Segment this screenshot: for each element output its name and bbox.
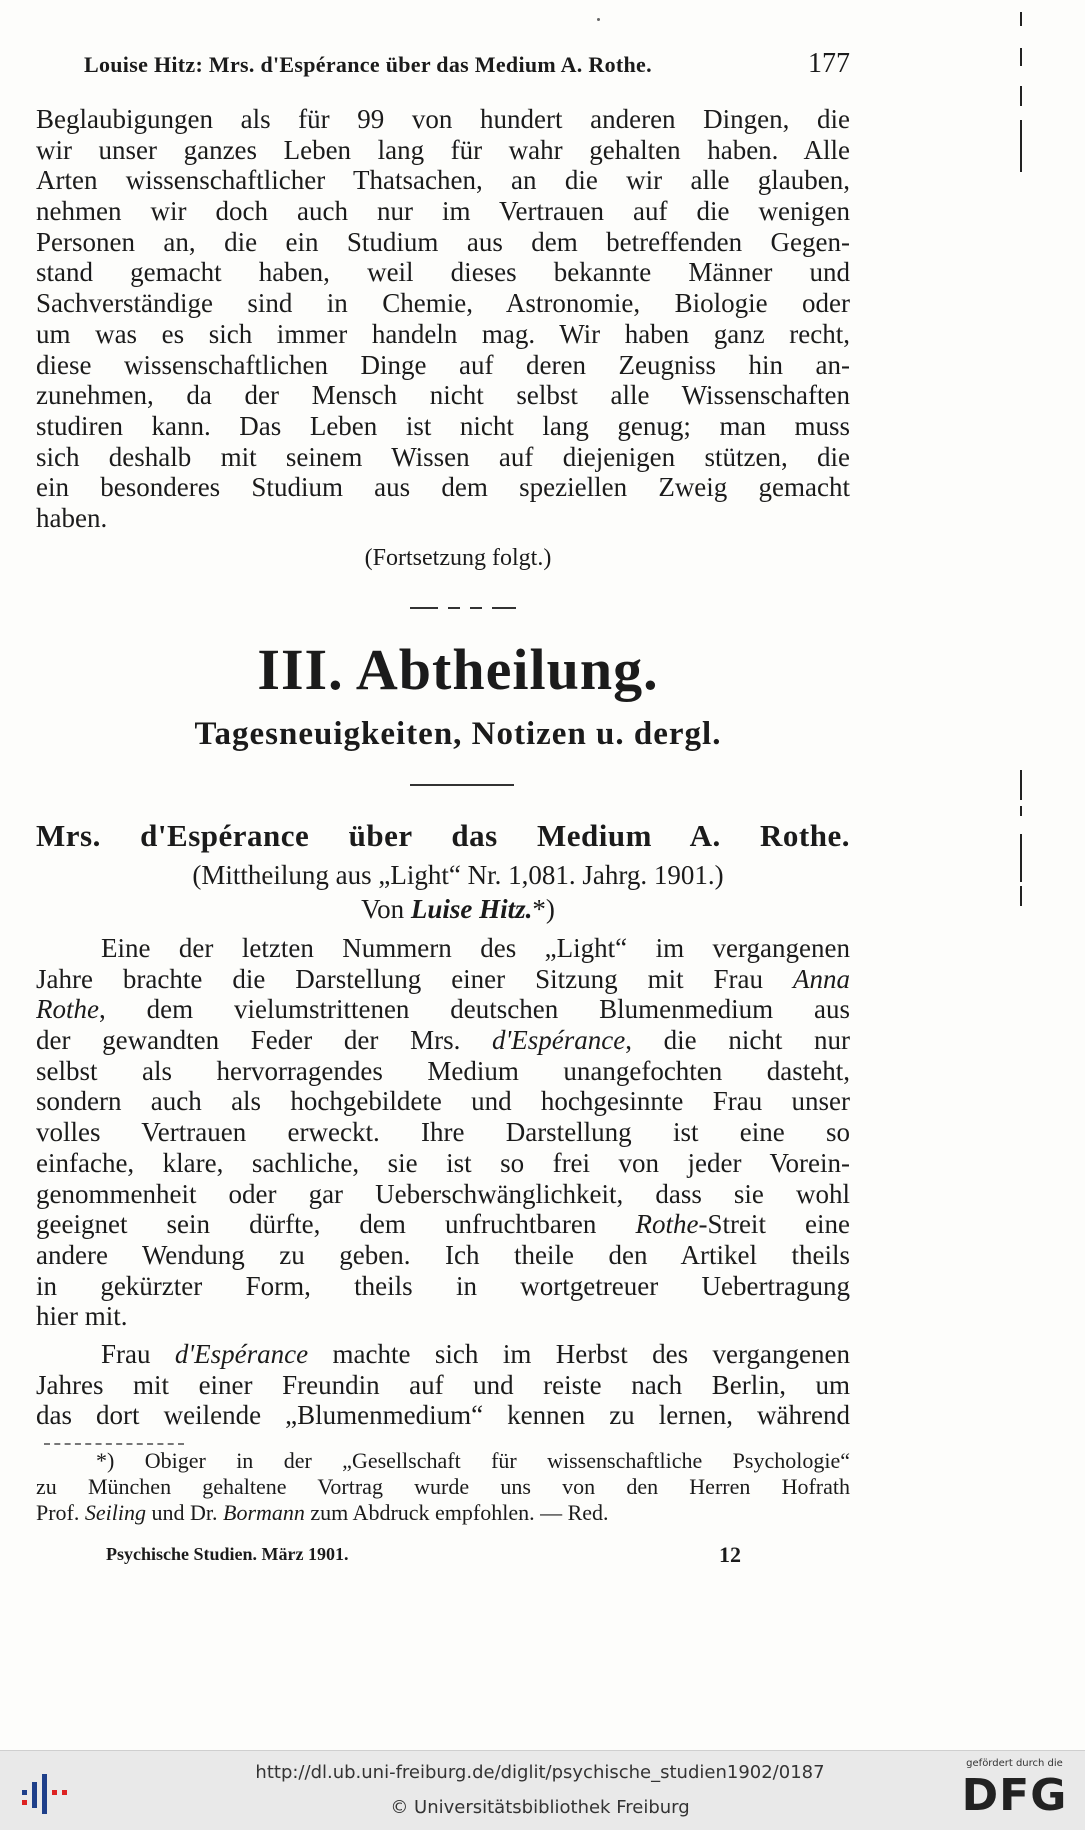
continuation-text [36,104,850,534]
divider-dash [448,607,460,609]
text-line: haben. [36,502,108,533]
page-footer [106,1544,746,1574]
ub-freiburg-logo-icon[interactable] [18,1772,74,1816]
text-run: zum Abdruck empfohlen. — Red. [304,1500,609,1525]
text-line: Arten wissenschaftlicher Thatsachen, an die wir alle glauben, [36,165,850,196]
text-line [36,933,850,964]
dfg-logo[interactable] [952,1758,1077,1826]
italic-name: d'Espérance [174,1339,309,1369]
journal-footer: Psychische Studien. März 1901. [106,1544,349,1564]
text-run: machte sich im Herbst des vergangenen [308,1339,850,1369]
text-line [36,1370,850,1401]
sheet-signature: 12 [719,1542,741,1567]
text-run: sondern auch als hochgebildete und hochgesinnte Frau unser [36,1086,850,1117]
article-paragraph-2 [36,1339,850,1431]
byline-prefix: Von [361,894,411,924]
scan-speck [597,18,600,21]
italic-name: d'Espérance [492,1025,626,1056]
margin-mark [1020,886,1022,906]
text-line: Sachverständige sind in Chemie, Astronomie, Biologie oder [36,288,850,319]
section-subtitle: Tagesneuigkeiten, Notizen u. dergl. [194,716,722,752]
text-run: hier mit. [36,1301,128,1332]
text-line [36,994,850,1025]
text-run: genommenheit oder gar Ueberschwänglichkeit, dass sie wohl [36,1178,850,1209]
article-source: (Mittheilung aus „Light“ Nr. 1,081. Jahrg. 1901.) [192,860,724,890]
text-line [36,964,850,995]
text-line: um was es sich immer handeln mag. Wir haben ganz recht, [36,318,850,349]
italic-name: Rothe [635,1209,699,1240]
text-run: Frau [101,1339,175,1369]
italic-name: Seiling [84,1500,146,1525]
text-line [36,1301,850,1332]
sponsor-caption: gefördert durch die [966,1758,1063,1769]
text-run: Eine der letzten Nummern des „Light“ im vergangenen [101,933,850,963]
article-meta [0,858,916,926]
text-line: nehmen wir doch auch nur im Vertrauen auf die wenigen [36,196,850,227]
running-title: Louise Hitz: Mrs. d'Espérance über das Medium A. Rothe. [84,52,652,77]
text-run: volles Vertrauen erweckt. Ihre Darstellung ist eine so [36,1117,850,1148]
divider-dash [410,607,438,609]
text-line [36,1271,850,1302]
text-line [36,1339,850,1370]
italic-name: Bormann [223,1500,305,1525]
text-run: , dem vielumstrittenen deutschen Blumenmedium aus [98,994,850,1025]
text-line: Beglaubigungen als für 99 von hundert anderen Dingen, die [36,104,850,134]
text-line [36,1117,850,1148]
text-run: einfache, klare, sachliche, sie ist so frei von jeder Vorein- [36,1147,850,1178]
footnote-mark: *) [532,894,555,924]
text-line [36,1025,850,1056]
text-run: geeignet sein dürfte, dem unfruchtbaren [36,1209,636,1240]
permalink-url[interactable]: http://dl.ub.uni-freiburg.de/diglit/psychische_studien1902/0187 [255,1762,825,1783]
section-rule [410,784,514,786]
text-line: diese wissenschaftlichen Dinge auf deren Zeugniss hin an- [36,349,850,380]
text-run: in gekürzter Form, theils in wortgetreuer Uebertragung [36,1270,850,1301]
text-run: der gewandten Feder der Mrs. [36,1025,493,1056]
text-run: *) Obiger in der „Gesellschaft für wissenschaftliche Psychologie“ [96,1448,850,1473]
text-line [36,1086,850,1117]
text-line: stand gemacht haben, weil dieses bekannte Männer und [36,257,850,288]
continued-note: (Fortsetzung folgt.) [364,545,552,571]
italic-name: Anna [793,963,850,994]
article-author: Luise Hitz. [410,894,533,924]
text-line: ein besonderes Studium aus dem speziellen Zweig gemacht [36,472,850,503]
text-run: zu München gehaltene Vortrag wurde uns von den Herren Hofrath [36,1474,850,1499]
margin-mark [1020,86,1022,106]
section-title: III. Abtheilung. [257,637,659,702]
divider-dash [492,607,516,609]
text-run: selbst als hervorragendes Medium unangefochten dasteht, [36,1055,850,1086]
text-line [36,1209,850,1240]
text-line: wir unser ganzes Leben lang für wahr gehalten haben. Alle [36,134,850,165]
text-run: , die nicht nur [625,1025,850,1056]
running-header [84,48,850,92]
text-run: Prof. [36,1500,85,1525]
divider-dash [470,607,482,609]
margin-mark [1020,12,1022,26]
text-run: andere Wendung zu geben. Ich theile den Artikel theils [36,1239,850,1270]
footnote-separator [44,1443,184,1446]
margin-mark [1020,834,1022,882]
margin-mark [1020,48,1022,66]
text-line [36,1148,850,1179]
text-line [36,1240,850,1271]
text-run: und Dr. [146,1500,223,1525]
copyright-notice: © Universitätsbibliothek Freiburg [390,1797,690,1818]
text-line [36,1179,850,1210]
margin-mark [1020,806,1022,816]
text-run: Jahres mit einer Freundin auf und reiste nach Berlin, um [36,1369,850,1400]
text-line: Personen an, die ein Studium aus dem betreffenden Gegen- [36,226,850,257]
italic-name: Rothe [36,994,99,1025]
page-number: 177 [808,48,850,79]
footnote [36,1448,850,1526]
footnote-line [36,1448,850,1474]
text-line: zunehmen, da der Mensch nicht selbst alle Wissenschaften [36,380,850,411]
dfg-logo-text: DFG [961,1770,1068,1821]
text-run: das dort weilende „Blumenmedium“ kennen zu lernen, während [36,1400,850,1431]
article-byline [0,892,916,926]
text-line [36,1056,850,1087]
margin-mark [1020,120,1022,172]
article-paragraph-1 [36,933,850,1332]
footnote-line [36,1474,850,1500]
text-run: Jahre brachte die Darstellung einer Sitzung mit Frau [36,963,793,994]
text-run: -Streit eine [698,1209,850,1240]
margin-mark [1020,770,1022,800]
text-line: studiren kann. Das Leben ist nicht lang genug; man muss [36,410,850,441]
text-line [36,1400,850,1431]
text-line: sich deshalb mit seinem Wissen auf diejenigen stützen, die [36,441,850,472]
footnote-line [36,1500,850,1526]
article-title: Mrs. d'Espérance über das Medium A. Rothe. [36,818,850,853]
